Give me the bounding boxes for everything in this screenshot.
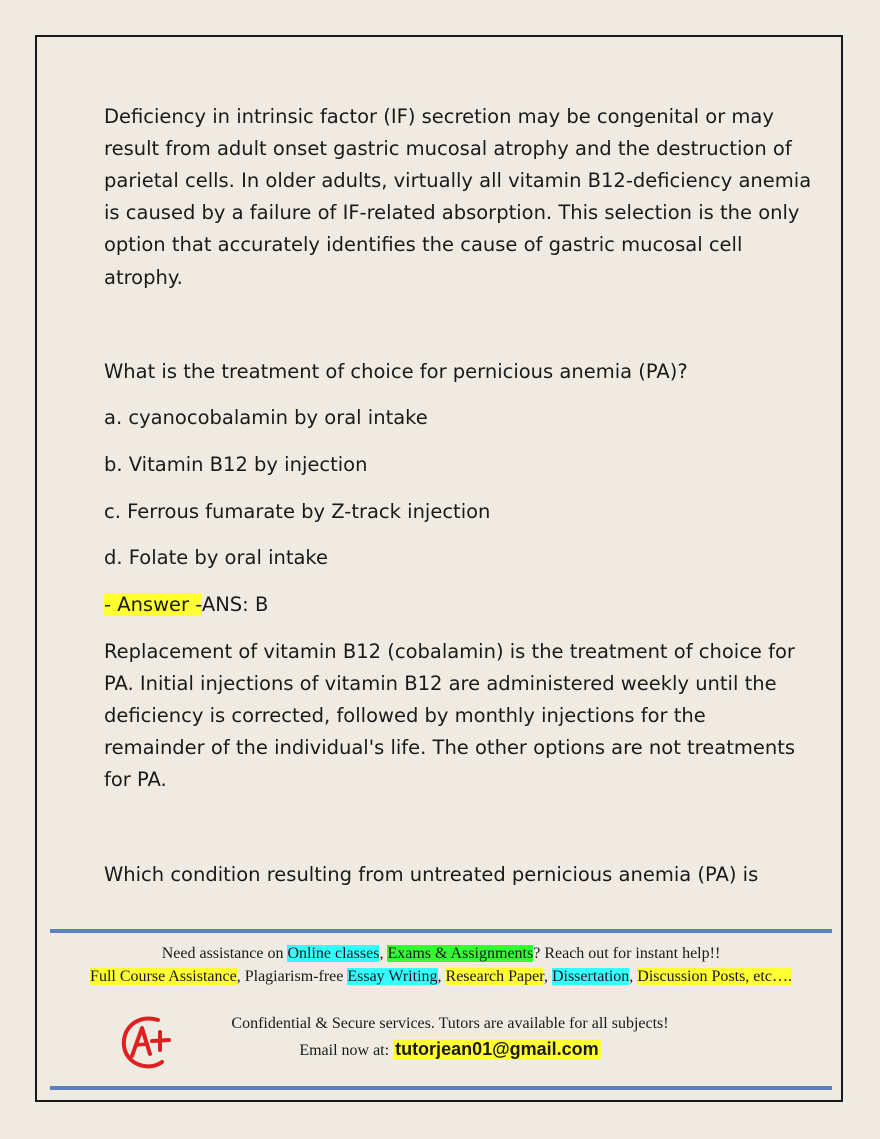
footer-assistance-line [50,945,832,963]
exams-assignments-link[interactable]: Exams & Assignments [387,945,534,962]
explanation-line: remainder of the individual's life. The other options are not treatments [104,736,796,759]
answer-value: ANS: B [201,593,269,616]
dissertation-link[interactable]: Dissertation [551,968,630,985]
answer-line [104,593,268,616]
intro-line: result from adult onset gastric mucosal atrophy and the destruction of [104,137,792,160]
full-course-link[interactable]: Full Course Assistance [90,968,237,985]
footer-sep: , [379,945,388,962]
online-classes-link[interactable]: Online classes [287,945,380,962]
comma-text: , [543,968,552,985]
next-question-text: Which condition resulting from untreated pernicious anemia (PA) is [104,863,759,886]
plagiarism-text: , Plagiarism-free [236,968,348,985]
footer-top-rule [50,929,832,933]
answer-label: - Answer - [104,593,202,616]
essay-writing-link[interactable]: Essay Writing [347,968,438,985]
option-b: b. Vitamin B12 by injection [104,453,368,476]
footer-confidential-line: Confidential & Secure services. Tutors are available for all subjects! [231,1015,669,1032]
email-link[interactable]: tutorjean01@gmail.com [395,1039,599,1059]
footer-bottom-rule [50,1086,832,1090]
intro-line: is caused by a failure of IF-related absorption. This selection is the only [104,201,800,224]
footer-prefix: Need assistance on [161,945,288,962]
option-a: a. cyanocobalamin by oral intake [104,406,428,429]
footer-email-line [120,1039,780,1060]
explanation-line: for PA. [104,768,167,791]
comma-text: , [437,968,446,985]
footer-services-line [50,968,832,986]
discussion-posts-link[interactable]: Discussion Posts, etc…. [637,968,792,985]
email-prefix: Email now at: [299,1042,394,1059]
explanation-line: PA. Initial injections of vitamin B12 are administered weekly until the [104,672,777,695]
question-text: What is the treatment of choice for pernicious anemia (PA)? [104,360,688,383]
intro-line: parietal cells. In older adults, virtually all vitamin B12-deficiency anemia [104,169,812,192]
footer-suffix: ? Reach out for instant help!! [533,945,721,962]
intro-line: option that accurately identifies the cause of gastric mucosal cell [104,233,743,256]
intro-line: atrophy. [104,266,183,289]
explanation-line: Replacement of vitamin B12 (cobalamin) is the treatment of choice for [104,640,795,663]
option-d: d. Folate by oral intake [104,546,329,569]
research-paper-link[interactable]: Research Paper [445,968,544,985]
explanation-line: deficiency is corrected, followed by monthly injections for the [104,704,706,727]
intro-line: Deficiency in intrinsic factor (IF) secretion may be congenital or may [104,105,774,128]
comma-text: , [629,968,638,985]
option-c: c. Ferrous fumarate by Z-track injection [104,500,491,523]
